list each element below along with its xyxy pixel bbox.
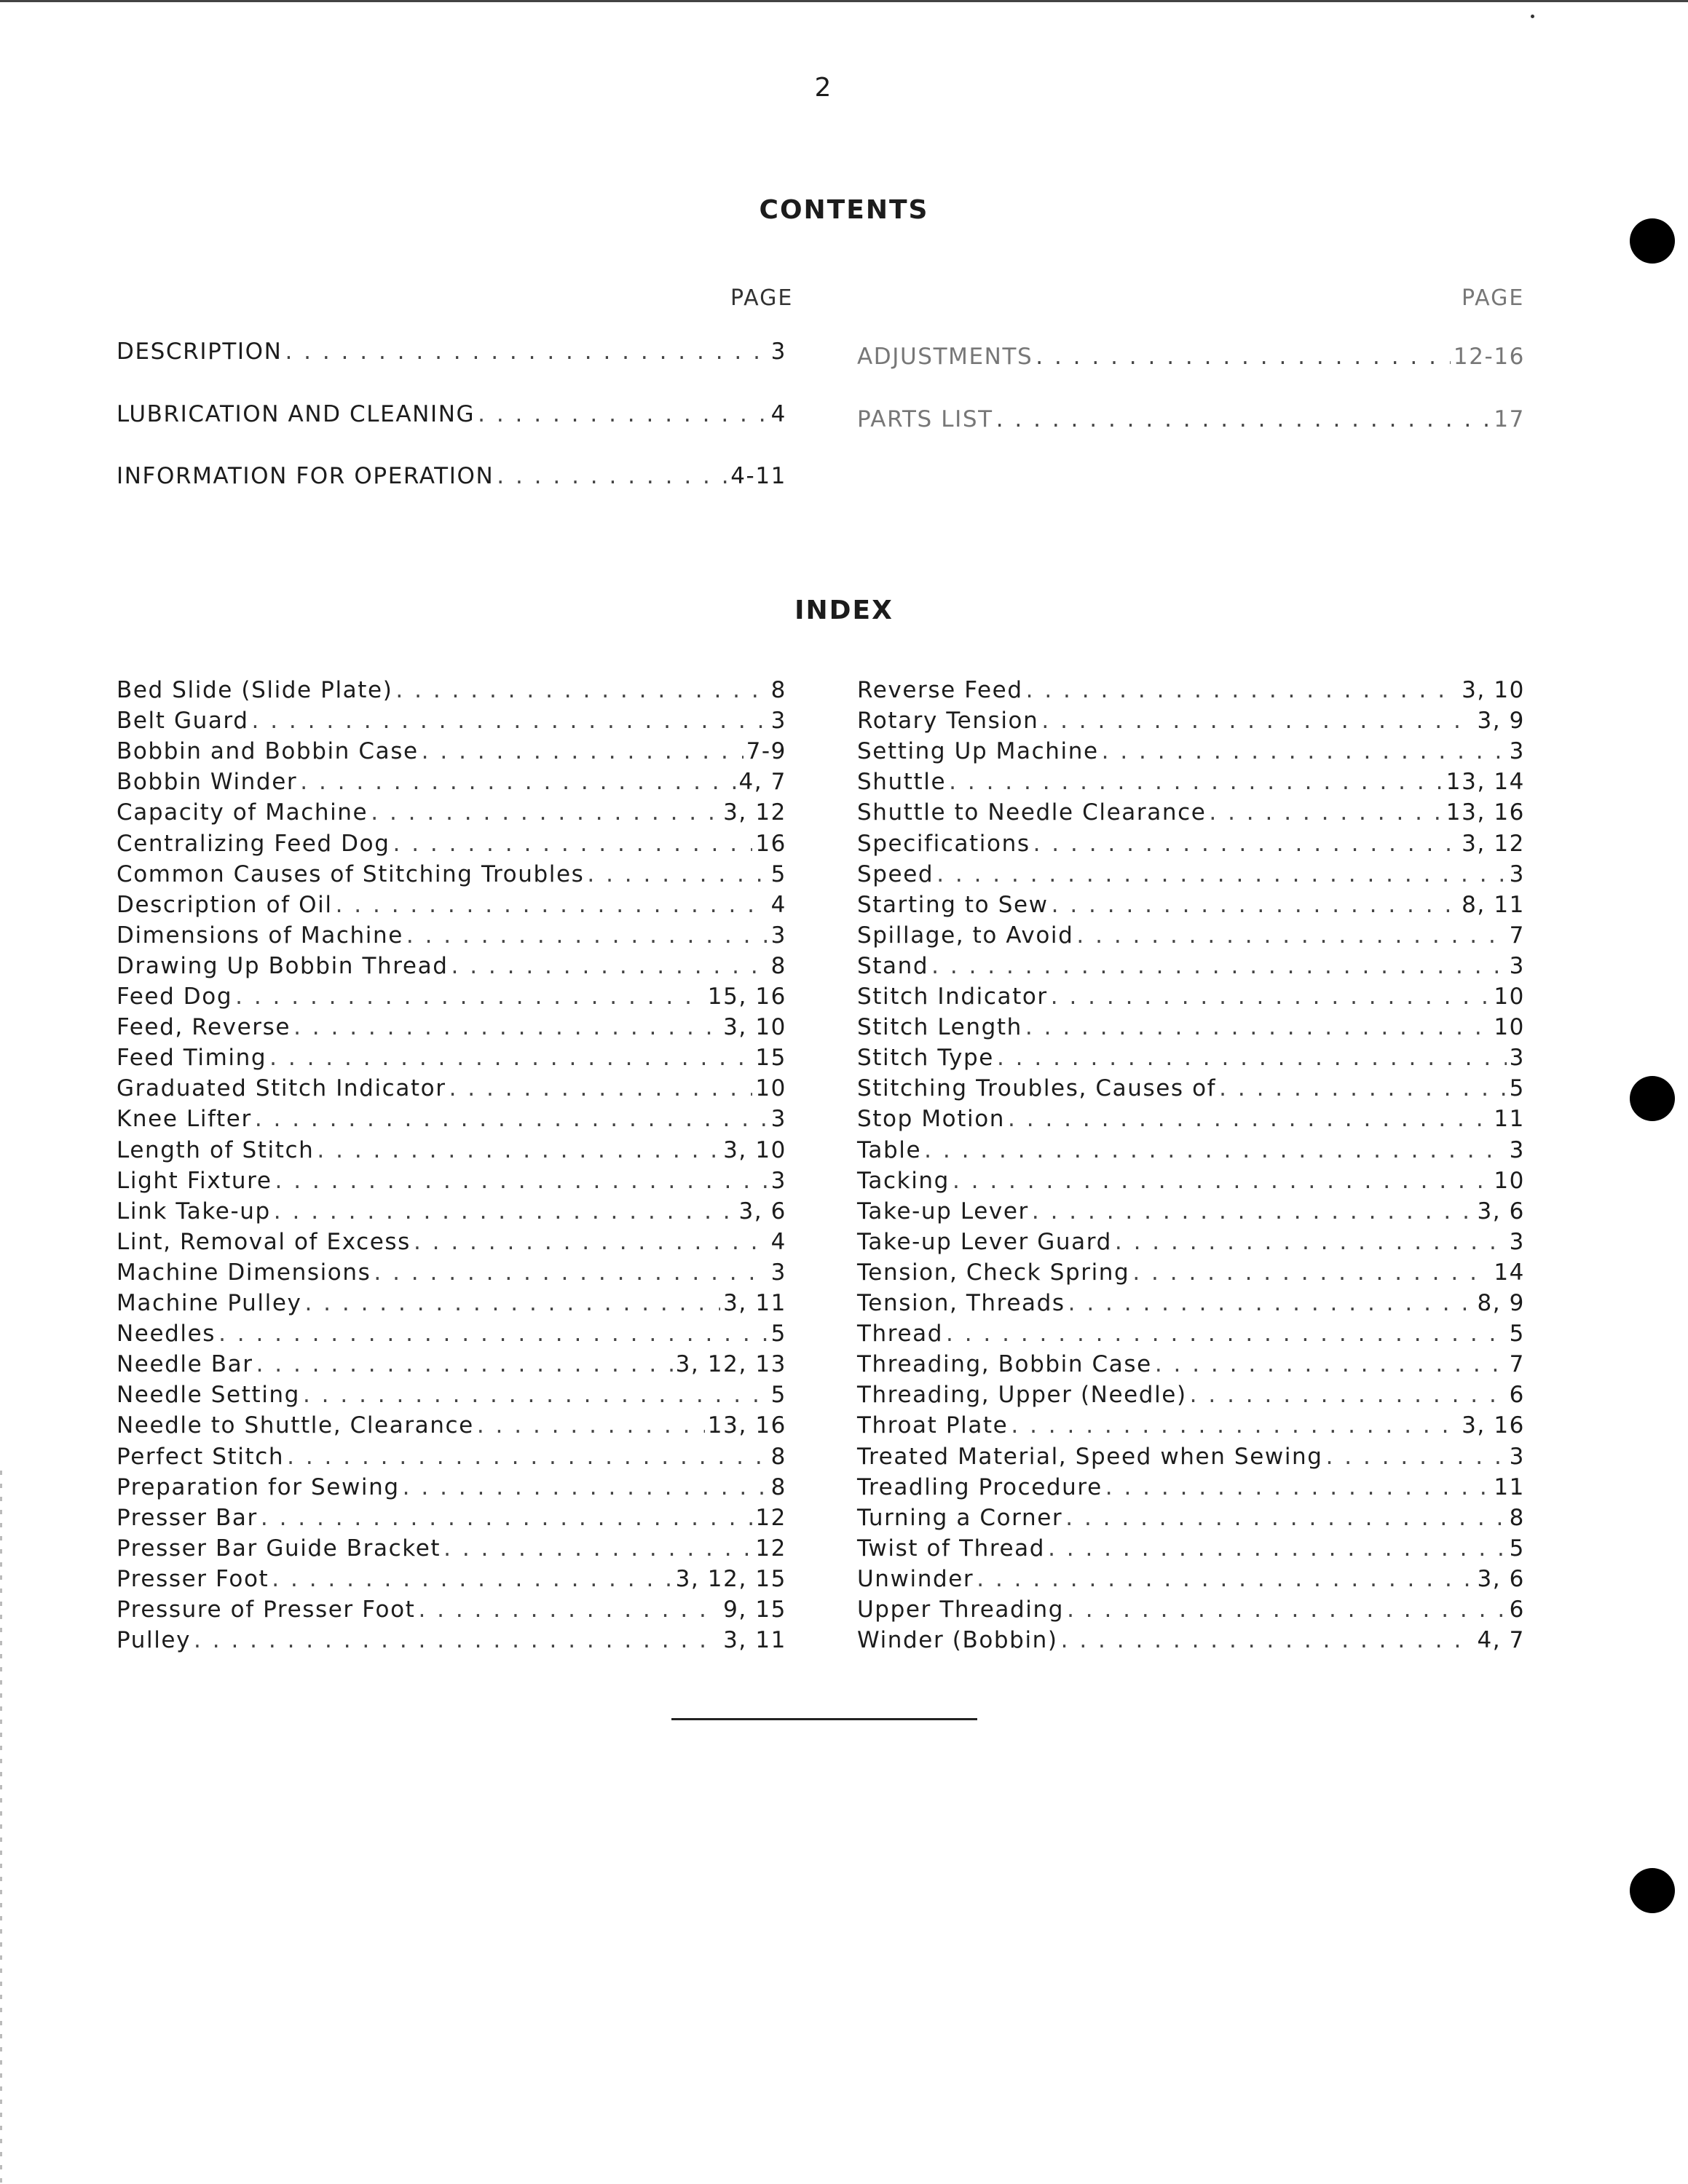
dot-leader [1115,1229,1507,1255]
entry-title: Setting Up Machine [857,738,1099,765]
entry-page: 3 [1509,952,1525,979]
entry-page: 3, 6 [1477,1565,1525,1592]
entry-title: Bobbin and Bobbin Case [117,738,419,765]
index-entry [857,1474,1525,1500]
binder-hole-top [1630,218,1675,264]
entry-title: Link Take-up [117,1198,271,1224]
dot-leader [1008,1106,1491,1132]
entry-title: Stitch Length [857,1014,1022,1041]
dot-leader [336,892,768,918]
dot-leader [293,1014,720,1040]
entry-title: Starting to Sew [857,891,1049,918]
index-entry [117,1382,786,1408]
entry-page: 3, 6 [1477,1198,1525,1224]
entry-page: 3, 12 [1462,830,1525,857]
entry-title: Specifications [857,830,1030,857]
entry-page: 3 [1509,1228,1525,1255]
entry-title: Rotary Tension [857,708,1039,735]
dot-leader [449,1075,753,1101]
index-entry [117,799,786,826]
entry-page: 4-11 [730,463,786,489]
dot-leader [1132,1259,1491,1286]
dot-leader [1041,708,1474,734]
index-entry [857,1627,1525,1653]
scan-edge-marks [0,1471,2,2184]
dot-leader [936,861,1506,887]
entry-title: Feed Timing [117,1045,267,1072]
bottom-rule [671,1718,977,1720]
entry-title: Needle Bar [117,1351,253,1378]
dot-leader [1209,799,1443,826]
entry-page: 3, 10 [723,1014,786,1041]
dot-leader [1025,1014,1491,1040]
entry-title: Presser Bar Guide Bracket [117,1535,441,1562]
entry-title: LUBRICATION AND CLEANING [117,400,476,427]
dot-leader [953,1168,1491,1194]
entry-page: 5 [1509,1321,1525,1348]
dot-leader [269,1045,752,1071]
dot-leader [272,1566,672,1592]
entry-title: Tacking [857,1167,950,1194]
entry-page: 4, 7 [1477,1627,1525,1654]
index-entry [857,406,1525,432]
index-entry [857,1382,1525,1408]
index-entry [117,1474,786,1500]
dot-leader [1026,677,1459,703]
entry-page: 3, 10 [723,1136,786,1163]
dot-leader [949,769,1443,795]
index-entry [857,1444,1525,1470]
index-entry [857,738,1525,764]
dot-leader [931,953,1507,979]
scan-speck [1531,15,1534,18]
entry-page: 3 [770,1106,786,1133]
index-entry [117,892,786,918]
dot-leader [317,1137,720,1163]
dot-leader [418,1597,720,1623]
entry-title: Tension, Check Spring [857,1259,1130,1286]
index-entry [857,892,1525,918]
entry-title: DESCRIPTION [117,339,283,365]
entry-page: 3, 6 [738,1198,786,1224]
dot-leader [371,799,720,826]
entry-title: Shuttle to Needle Clearance [857,799,1207,826]
index-entry [117,1321,786,1347]
dot-leader [1061,1627,1475,1653]
entry-title: Capacity of Machine [117,799,368,826]
entry-title: Machine Pulley [117,1290,302,1316]
entry-title: Threading, Bobbin Case [857,1351,1152,1378]
entry-title: Spillage, to Avoid [857,922,1074,949]
entry-page: 13, 16 [1446,799,1525,826]
entry-page: 3 [770,1167,786,1194]
dot-leader [393,831,752,857]
entry-title: Pressure of Presser Foot [117,1597,416,1623]
entry-page: 3, 11 [723,1290,786,1316]
dot-leader [303,1382,768,1408]
dot-leader [924,1137,1507,1163]
entry-title: Presser Bar [117,1504,258,1531]
dot-leader [478,401,768,427]
entry-title: Throat Plate [857,1412,1009,1439]
entry-page: 3 [770,708,786,735]
entry-title: Shuttle [857,769,947,796]
dot-leader [235,984,705,1010]
entry-title: Perfect Stitch [117,1443,285,1470]
entry-title: Knee Lifter [117,1106,252,1133]
entry-title: Centralizing Feed Dog [117,830,390,857]
entry-page: 10 [1494,984,1525,1010]
index-entry [117,1045,786,1071]
entry-title: PARTS LIST [857,405,993,432]
entry-page: 3, 16 [1462,1412,1525,1439]
entry-page: 8 [770,1473,786,1500]
entry-page: 4 [770,1228,786,1255]
entry-page: 5 [770,860,786,887]
dot-leader [304,1290,720,1316]
entry-page: 3, 12 [723,799,786,826]
entry-page: 3 [770,339,786,365]
index-entry [117,1259,786,1286]
entry-page: 9, 15 [723,1597,786,1623]
index-entry [117,831,786,857]
index-entry [117,1535,786,1562]
index-entry [857,1351,1525,1377]
entry-page: 4, 7 [738,769,786,796]
entry-page: 6 [1509,1382,1525,1409]
entry-title: Preparation for Sewing [117,1473,400,1500]
index-entry [857,1198,1525,1224]
index-entry [117,1412,786,1439]
index-entry [117,861,786,887]
index-entry [857,1535,1525,1562]
index-entry [117,1627,786,1653]
contents-page-label-right: PAGE [1462,285,1525,311]
index-entry [117,463,786,489]
entry-title: Feed, Reverse [117,1014,291,1041]
entry-title: Speed [857,860,934,887]
dot-leader [1036,344,1451,370]
entry-title: INFORMATION FOR OPERATION [117,463,494,489]
index-entry [117,769,786,795]
dot-leader [403,1474,768,1500]
entry-title: Needle Setting [117,1382,300,1409]
entry-title: Treated Material, Speed when Sewing [857,1443,1323,1470]
index-entry [117,922,786,949]
dot-leader [275,1168,768,1194]
entry-page: 12-16 [1453,344,1525,370]
index-entry [857,1045,1525,1071]
entry-page: 3 [1509,1045,1525,1072]
entry-title: Description of Oil [117,891,333,918]
entry-page: 3 [1509,860,1525,887]
index-entry [857,1505,1525,1531]
entry-page: 8 [770,952,786,979]
index-entry [857,344,1525,370]
entry-page: 8 [1509,1504,1525,1531]
index-entry [117,1137,786,1163]
dot-leader [1067,1597,1507,1623]
entry-page: 4 [770,400,786,427]
dot-leader [1219,1075,1507,1101]
index-entry [857,1014,1525,1040]
entry-title: Unwinder [857,1565,974,1592]
entry-title: Presser Foot [117,1565,269,1592]
entry-title: Length of Stitch [117,1136,315,1163]
dot-leader [946,1321,1507,1347]
entry-title: Bobbin Winder [117,769,298,796]
entry-page: 14 [1494,1259,1525,1286]
entry-title: Reverse Feed [857,677,1023,703]
contents-page-label-left: PAGE [730,285,794,311]
index-entry [857,1168,1525,1194]
binder-hole-middle [1630,1076,1675,1121]
dot-leader [252,708,768,734]
index-entry [857,861,1525,887]
index-entry [857,1259,1525,1286]
entry-page: 5 [1509,1075,1525,1102]
index-entry [857,1106,1525,1132]
entry-page: 13, 14 [1446,769,1525,796]
entry-page: 13, 16 [707,1412,786,1439]
dot-leader [1052,892,1459,918]
index-entry [117,339,786,365]
dot-leader [274,1198,736,1224]
index-entry [857,1321,1525,1347]
dot-leader [285,339,768,365]
entry-page: 10 [1494,1014,1525,1041]
dot-leader [1065,1505,1506,1531]
entry-title: Machine Dimensions [117,1259,371,1286]
index-entry [117,1075,786,1101]
entry-page: 8, 9 [1477,1290,1525,1316]
index-entry [857,1137,1525,1163]
entry-page: 8, 11 [1462,891,1525,918]
entry-title: Stand [857,952,929,979]
index-entry [117,1290,786,1316]
index-entry [857,1229,1525,1255]
entry-page: 3, 10 [1462,677,1525,703]
dot-leader [194,1627,720,1653]
dot-leader [1076,922,1506,949]
index-entry [857,984,1525,1010]
entry-page: 10 [755,1075,786,1102]
index-entry [117,708,786,734]
entry-title: Turning a Corner [857,1504,1063,1531]
entry-title: Needles [117,1321,216,1348]
entry-page: 17 [1494,405,1525,432]
entry-title: Treadling Procedure [857,1473,1103,1500]
index-entry [857,1290,1525,1316]
entry-title: Upper Threading [857,1597,1065,1623]
index-entry [117,1505,786,1531]
entry-title: Table [857,1136,922,1163]
entry-title: Tension, Threads [857,1290,1065,1316]
entry-title: Needle to Shuttle, Clearance [117,1412,474,1439]
entry-page: 3 [770,922,786,949]
dot-leader [1048,1535,1507,1562]
entry-title: Stitching Troubles, Causes of [857,1075,1217,1102]
entry-title: Take-up Lever [857,1198,1029,1224]
entry-title: ADJUSTMENTS [857,344,1033,370]
index-entry [857,1566,1525,1592]
entry-title: Belt Guard [117,708,249,735]
dot-leader [422,738,744,764]
entry-page: 8 [770,677,786,703]
entry-title: Winder (Bobbin) [857,1627,1058,1654]
entry-page: 3, 9 [1477,708,1525,735]
dot-leader [1326,1444,1507,1470]
index-entry [117,1168,786,1194]
entry-page: 3, 12, 13 [675,1351,786,1378]
entry-page: 3 [1509,1443,1525,1470]
index-entry [857,1412,1525,1439]
entry-page: 3, 12, 15 [675,1565,786,1592]
entry-page: 15 [755,1045,786,1072]
dot-leader [497,463,727,489]
entry-title: Common Causes of Stitching Troubles [117,860,585,887]
dot-leader [587,861,768,887]
dot-leader [996,406,1491,432]
dot-leader [443,1535,752,1562]
dot-leader [261,1505,752,1531]
page-number: 2 [814,73,832,103]
index-entry [117,1444,786,1470]
dot-leader [1105,1474,1491,1500]
dot-leader [300,769,735,795]
dot-leader [1011,1412,1459,1439]
entry-title: Stop Motion [857,1106,1006,1133]
index-entry [117,1106,786,1132]
entry-page: 7 [1509,1351,1525,1378]
index-entry [117,1198,786,1224]
entry-title: Stitch Indicator [857,984,1048,1010]
dot-leader [997,1045,1507,1071]
dot-leader [1155,1351,1507,1377]
index-entry [117,1351,786,1377]
entry-title: Graduated Stitch Indicator [117,1075,446,1102]
entry-page: 12 [755,1535,786,1562]
contents-heading: CONTENTS [759,195,929,225]
index-entry [117,1229,786,1255]
index-entry [857,922,1525,949]
dot-leader [1033,831,1459,857]
dot-leader [451,953,768,979]
entry-page: 6 [1509,1597,1525,1623]
entry-page: 5 [770,1382,786,1409]
entry-title: Pulley [117,1627,192,1654]
index-entry [117,1597,786,1623]
entry-page: 7-9 [746,738,786,765]
dot-leader [374,1259,768,1286]
entry-title: Bed Slide (Slide Plate) [117,677,393,703]
dot-leader [256,1351,673,1377]
index-entry [117,1014,786,1040]
entry-page: 11 [1494,1473,1525,1500]
entry-page: 3 [1509,1136,1525,1163]
dot-leader [1051,984,1491,1010]
entry-title: Feed Dog [117,984,233,1010]
entry-title: Thread [857,1321,943,1348]
entry-page: 3 [770,1259,786,1286]
entry-title: Lint, Removal of Excess [117,1228,411,1255]
binder-hole-bottom [1630,1868,1675,1913]
entry-page: 8 [770,1443,786,1470]
index-entry [117,738,786,764]
index-entry [117,677,786,703]
dot-leader [406,922,768,949]
entry-page: 7 [1509,922,1525,949]
entry-page: 16 [755,830,786,857]
dot-leader [414,1229,768,1255]
top-border-line [0,0,1688,2]
entry-title: Stitch Type [857,1045,994,1072]
index-entry [857,769,1525,795]
entry-page: 11 [1494,1106,1525,1133]
index-entry [857,1597,1525,1623]
entry-page: 3, 11 [723,1627,786,1654]
index-entry [857,953,1525,979]
dot-leader [255,1106,768,1132]
entry-title: Drawing Up Bobbin Thread [117,952,449,979]
entry-page: 4 [770,891,786,918]
dot-leader [395,677,768,703]
index-entry [117,984,786,1010]
index-entry [857,677,1525,703]
entry-page: 12 [755,1504,786,1531]
index-entry [857,799,1525,826]
index-entry [117,1566,786,1592]
index-heading: INDEX [794,596,894,625]
entry-page: 15, 16 [707,984,786,1010]
dot-leader [287,1444,768,1470]
entry-title: Twist of Thread [857,1535,1046,1562]
index-entry [117,953,786,979]
index-entry [857,1075,1525,1101]
entry-title: Light Fixture [117,1167,272,1194]
index-entry [857,708,1525,734]
dot-leader [977,1566,1474,1592]
dot-leader [1068,1290,1475,1316]
entry-title: Dimensions of Machine [117,922,403,949]
entry-title: Take-up Lever Guard [857,1228,1112,1255]
index-entry [857,831,1525,857]
dot-leader [1032,1198,1475,1224]
dot-leader [1102,738,1507,764]
dot-leader [218,1321,768,1347]
entry-page: 10 [1494,1167,1525,1194]
dot-leader [1190,1382,1507,1408]
index-entry [117,401,786,427]
dot-leader [477,1412,705,1439]
entry-page: 3 [1509,738,1525,765]
entry-page: 5 [770,1321,786,1348]
entry-title: Threading, Upper (Needle) [857,1382,1187,1409]
entry-page: 5 [1509,1535,1525,1562]
